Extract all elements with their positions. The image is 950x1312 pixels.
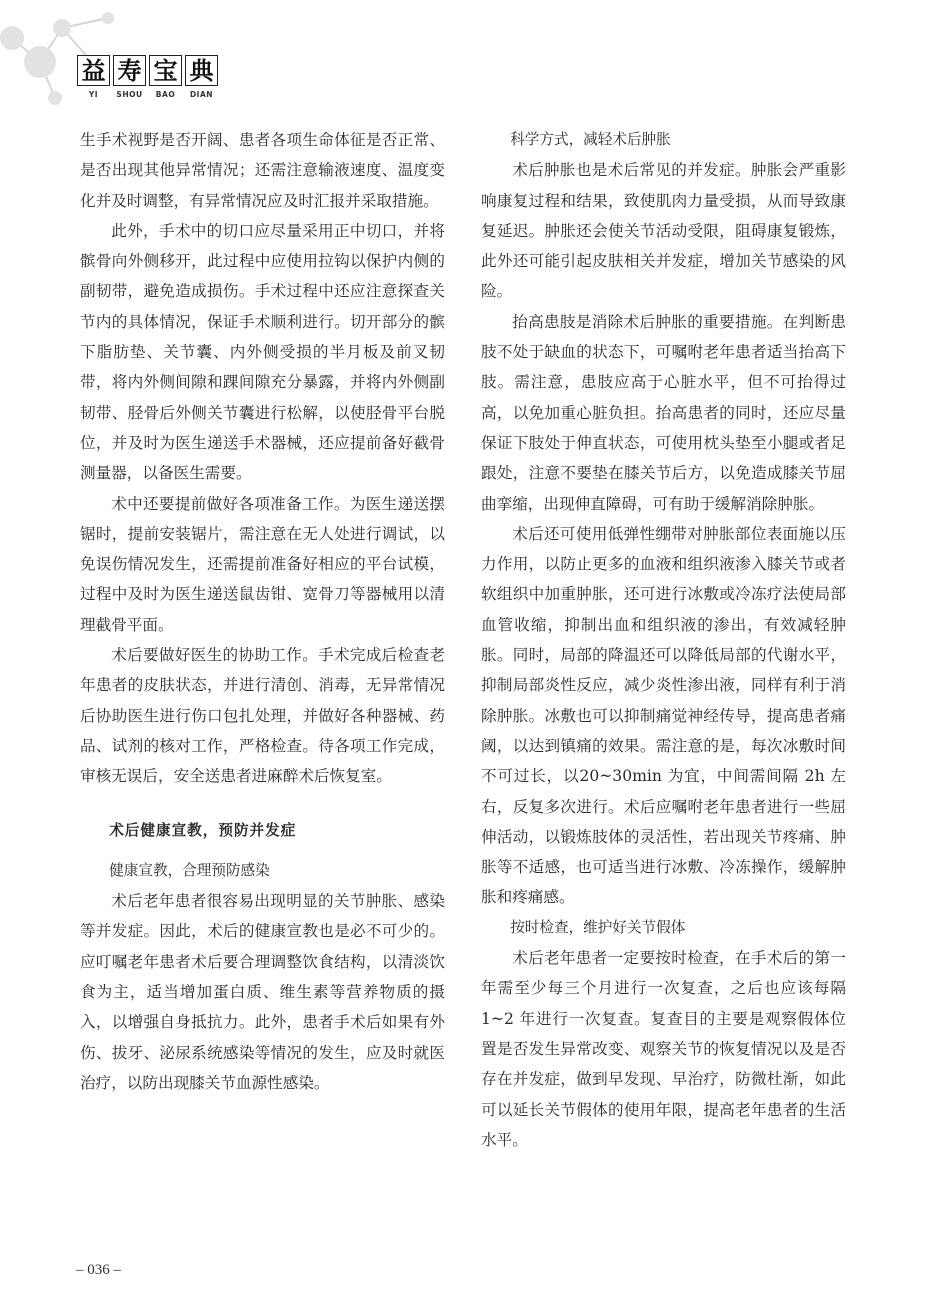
paragraph: 术中还要提前做好各项准备工作。为医生递送摆锯时，提前安装锯片，需注意在无人处进行调试，以免误伤情况发生，还需提前准备好相应的平台试模，过程中及时为医生递送鼠齿钳、宽骨刀等器械用以清理截骨平面。	[80, 494, 445, 634]
paragraph: 术后肿胀也是术后常见的并发症。肿胀会严重影响康复过程和结果，致使肌肉力量受损，从而导致康复延迟。肿胀还会使关节活动受限，阻碍康复锻炼，此外还可能引起皮肤相关并发症，增加关节感染的风险。	[481, 161, 846, 301]
sub-heading: 按时检查，维护好关节假体	[510, 918, 686, 936]
paragraph: 术后老年患者一定要按时检查，在手术后的第一年需至少每三个月进行一次复查，之后也应该每隔 1~2 年进行一次复查。复查目的主要是观察假体位置是否发生异常改变、观察关节的恢复情况以及是否存在并发症，做到早发现、早治疗，防微杜渐，如此可以延长关节假体的使用年限，提高老年患者的生活水平。	[481, 949, 846, 1149]
paragraph: 术后老年患者很容易出现明显的关节肿胀、感染等并发症。因此，术后的健康宣教也是必不可少的。应叮嘱老年患者术后要合理调整饮食结构，以清淡饮食为主，适当增加蛋白质、维生素等营养物质的摄入，以增强自身抵抗力。此外，患者手术后如果有外伤、拔牙、泌尿系统感染等情况的发生，应及时就医治疗，以防出现膝关节血源性感染。	[80, 892, 445, 1092]
logo-char: 寿	[113, 55, 146, 86]
sub-heading: 科学方式，减轻术后肿胀	[510, 131, 671, 148]
left-column	[80, 125, 445, 1098]
paragraph: 此外，手术中的切口应尽量采用正中切口，并将髌骨向外侧移开，此过程中应使用拉钩以保护内侧的副韧带，避免造成损伤。手术过程中还应注意探查关节内的具体情况，保证手术顺利进行。切开部分的髌下脂肪垫、关节囊、内外侧受损的半月板及前叉韧带，将内外侧间隙和踝间隙充分暴露，并将内外侧副韧带、胫骨后外侧关节囊进行松解，以使胫骨平台脱位，并及时为医生递送手术器械，还应提前备好截骨测量器，以备医生需要。	[80, 221, 445, 483]
magazine-logo	[77, 55, 218, 99]
logo-char: 益	[77, 55, 110, 86]
paragraph: 生手术视野是否开阔、患者各项生命体征是否正常、是否出现其他异常情况；还需注意输液速度、温度变化并及时调整，有异常情况应及时汇报并采取措施。	[80, 131, 445, 210]
right-column	[481, 125, 846, 1155]
logo-pinyin-item: BAO	[155, 90, 176, 99]
paragraph: 术后还可使用低弹性绷带对肿胀部位表面施以压力作用，以防止更多的血液和组织液渗入膝关节或者软组织中加重肿胀，还可进行冰敷或冷冻疗法使局部血管收缩，抑制出血和组织液的渗出，有效减轻肿胀。同时，局部的降温还可以降低局部的代谢水平，抑制局部炎性反应，减少炎性渗出液，同样有利于消除肿胀。冰敷也可以抑制痛觉神经传导，提高患者痛阈，以达到镇痛的效果。需注意的是，每次冰敷时间不可过长，以20~30min 为宜，中间需间隔 2h 左右，反复多次进行。术后应嘱咐老年患者进行一些屈伸活动，以锻炼肢体的灵活性，若出现关节疼痛、肿胀等不适感，也可适当进行冰敷、冷冻操作，缓解肿胀和疼痛感。	[481, 524, 846, 907]
logo-pinyin-item: SHOU	[116, 90, 143, 99]
paragraph: 抬高患肢是消除术后肿胀的重要措施。在判断患肢不处于缺血的状态下，可嘱咐老年患者适当抬高下肢。需注意，患肢应高于心脏水平，但不可抬得过高，以免加重心脏负担。抬高患者的同时，还应尽量保证下肢处于伸直状态，可使用枕头垫至小腿或者足跟处，注意不要垫在膝关节后方，以免造成膝关节屈曲挛缩，出现伸直障碍，可有助于缓解消除肿胀。	[481, 312, 846, 513]
page-number: – 036 –	[76, 1262, 121, 1278]
logo-pinyin-item: YI	[88, 90, 99, 99]
paragraph: 术后要做好医生的协助工作。手术完成后检查老年患者的皮肤状态，并进行清创、消毒，无异常情况后协助医生进行伤口包扎处理，并做好各种器械、药品、试剂的核对工作，严格检查。待各项工作完成，审核无误后，安全送患者进麻醉术后恢复室。	[80, 646, 445, 786]
section-heading: 术后健康宣教，预防并发症	[109, 821, 297, 839]
logo-pinyin	[77, 90, 218, 99]
logo-char: 宝	[149, 55, 182, 86]
logo-pinyin-item: DIAN	[189, 90, 214, 99]
logo-char: 典	[185, 55, 218, 86]
sub-heading: 健康宣教，合理预防感染	[109, 861, 270, 879]
